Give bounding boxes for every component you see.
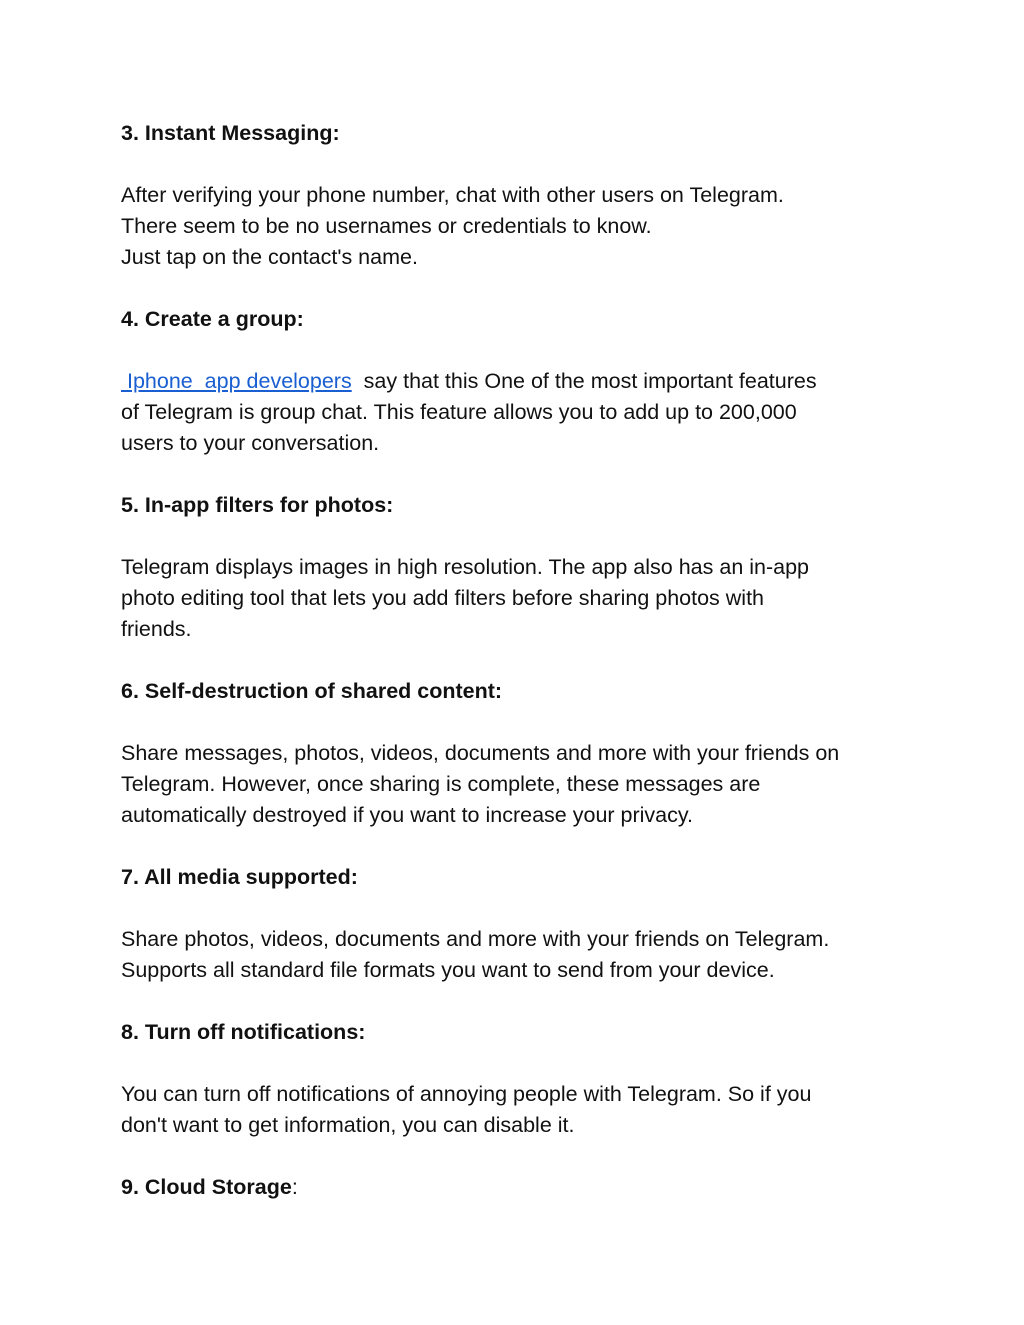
body-line: automatically destroyed if you want to increase your privacy.	[121, 803, 694, 827]
document-page	[121, 118, 921, 1203]
body-line: photo editing tool that lets you add filters before sharing photos with	[121, 586, 765, 610]
section-heading-instant-messaging: 3. Instant Messaging:	[121, 121, 340, 145]
body-line: Share messages, photos, videos, documents and more with your friends on	[121, 741, 840, 765]
body-line: Telegram. However, once sharing is complete, these messages are	[121, 772, 761, 796]
body-line: don't want to get information, you can disable it.	[121, 1113, 575, 1137]
section-body-in-app-filters	[121, 552, 921, 645]
body-line: Supports all standard file formats you want to send from your device.	[121, 958, 775, 982]
section-body-turn-off-notifications	[121, 1079, 921, 1141]
section-body-self-destruction	[121, 738, 921, 831]
body-line: Just tap on the contact's name.	[121, 245, 418, 269]
section-heading-self-destruction: 6. Self-destruction of shared content:	[121, 679, 503, 703]
section-heading-in-app-filters: 5. In-app filters for photos:	[121, 493, 394, 517]
body-line-text: say that this One of the most important features	[351, 369, 817, 393]
section-heading-all-media: 7. All media supported:	[121, 865, 358, 889]
section-heading-create-group: 4. Create a group:	[121, 307, 304, 331]
cloud-storage-heading-text: 9. Cloud Storage	[121, 1175, 292, 1199]
body-line: users to your conversation.	[121, 431, 380, 455]
body-line: friends.	[121, 617, 192, 641]
section-body-create-group	[121, 366, 921, 459]
section-heading-turn-off-notifications: 8. Turn off notifications:	[121, 1020, 366, 1044]
body-line: There seem to be no usernames or credentials to know.	[121, 214, 652, 238]
body-line: After verifying your phone number, chat with other users on Telegram.	[121, 183, 784, 207]
section-body-instant-messaging	[121, 180, 921, 273]
body-line	[121, 366, 921, 397]
section-heading-cloud-storage	[121, 1172, 921, 1203]
section-body-all-media	[121, 924, 921, 986]
body-line: You can turn off notifications of annoying people with Telegram. So if you	[121, 1082, 812, 1106]
body-line: of Telegram is group chat. This feature allows you to add up to 200,000	[121, 400, 797, 424]
cloud-storage-heading-colon: :	[291, 1175, 298, 1199]
body-line: Telegram displays images in high resolution. The app also has an in-app	[121, 555, 810, 579]
body-line: Share photos, videos, documents and more with your friends on Telegram.	[121, 927, 830, 951]
iphone-app-developers-link[interactable]: Iphone app developers	[121, 369, 352, 393]
